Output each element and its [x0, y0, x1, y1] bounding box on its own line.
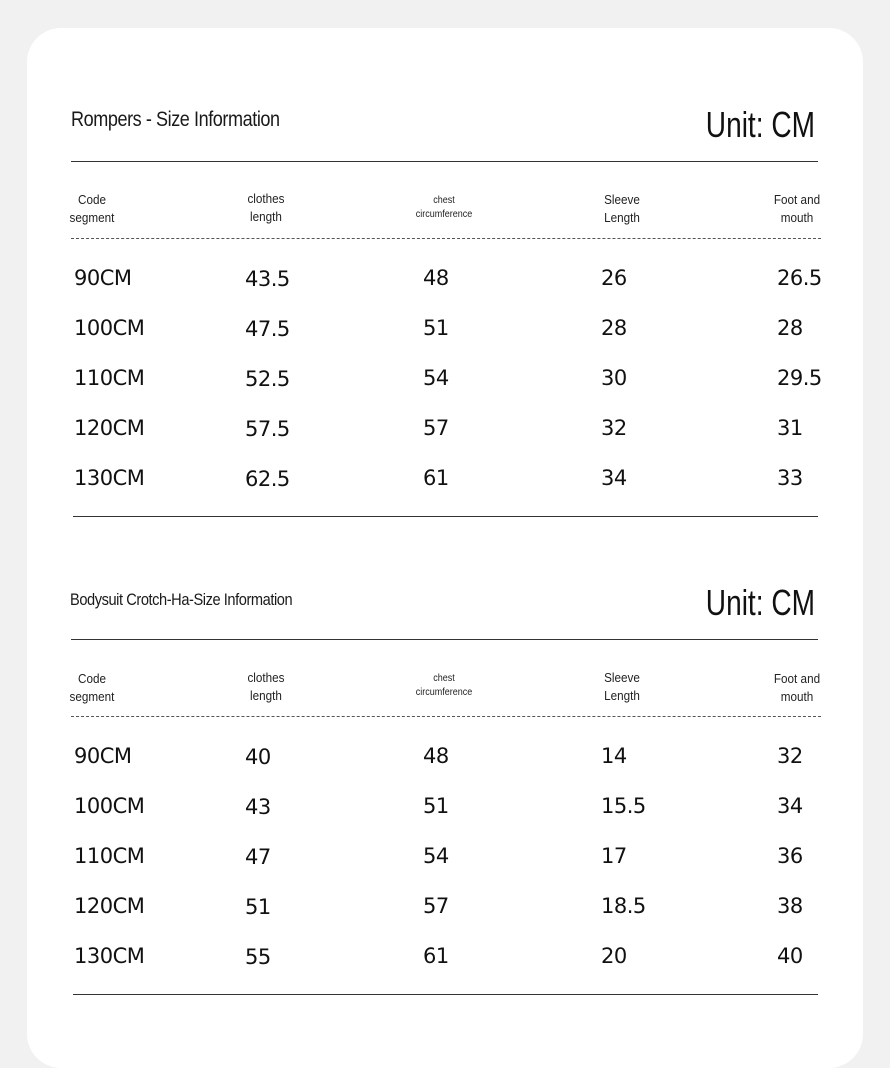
chest-cell: 54: [423, 844, 449, 868]
foot-mouth-cell: 26.5: [777, 266, 822, 290]
size-cell: 90CM: [74, 266, 132, 290]
header-code-segment: Code segment: [69, 671, 115, 704]
sleeve-cell: 20: [601, 944, 627, 968]
size-cell: 130CM: [74, 466, 145, 490]
chest-cell: 48: [423, 744, 449, 768]
chest-cell: 54: [423, 366, 449, 390]
top-rule: [71, 161, 818, 162]
size-cell: 120CM: [74, 416, 145, 440]
foot-mouth-cell: 33: [777, 466, 803, 490]
unit-label: Unit: CM: [705, 104, 815, 145]
foot-mouth-cell: 32: [777, 744, 803, 768]
foot-mouth-cell: 29.5: [777, 366, 822, 390]
clothes-length-cell: 51: [245, 895, 271, 919]
clothes-length-cell: 52.5: [245, 367, 290, 391]
header-clothes-length: clothes length: [247, 670, 285, 703]
sleeve-cell: 30: [601, 366, 627, 390]
top-rule: [71, 639, 818, 640]
clothes-length-cell: 47.5: [245, 317, 290, 341]
unit-label: Unit: CM: [705, 582, 815, 623]
size-cell: 120CM: [74, 894, 145, 918]
clothes-length-cell: 43: [245, 795, 271, 819]
foot-mouth-cell: 36: [777, 844, 803, 868]
header-sleeve-length: Sleeve Length: [604, 192, 640, 225]
chest-cell: 48: [423, 266, 449, 290]
foot-mouth-cell: 28: [777, 316, 803, 340]
size-cell: 110CM: [74, 366, 145, 390]
bodysuit-size-section: [0, 478, 890, 969]
header-chest-circumference: chest circumference: [415, 195, 473, 220]
header-clothes-length: clothes length: [247, 191, 285, 224]
size-cell: 100CM: [74, 316, 145, 340]
size-cell: 110CM: [74, 844, 145, 868]
foot-mouth-cell: 38: [777, 894, 803, 918]
sleeve-cell: 26: [601, 266, 627, 290]
sleeve-cell: 14: [601, 744, 627, 768]
foot-mouth-cell: 40: [777, 944, 803, 968]
sleeve-cell: 17: [601, 844, 627, 868]
section-title: Bodysuit Crotch-Ha-Size Information: [70, 590, 293, 609]
clothes-length-cell: 43.5: [245, 267, 290, 291]
sleeve-cell: 28: [601, 316, 627, 340]
clothes-length-cell: 40: [245, 745, 271, 769]
sleeve-cell: 18.5: [601, 894, 646, 918]
size-cell: 130CM: [74, 944, 145, 968]
chest-cell: 57: [423, 416, 449, 440]
chest-cell: 51: [423, 794, 449, 818]
chest-cell: 57: [423, 894, 449, 918]
sleeve-cell: 34: [601, 466, 627, 490]
clothes-length-cell: 55: [245, 945, 271, 969]
foot-mouth-cell: 31: [777, 416, 803, 440]
foot-mouth-cell: 34: [777, 794, 803, 818]
sleeve-cell: 32: [601, 416, 627, 440]
header-code-segment: Code segment: [69, 192, 115, 225]
bottom-rule: [73, 994, 818, 995]
rompers-size-section: [0, 0, 890, 491]
header-foot-and-mouth: Foot and mouth: [773, 671, 821, 704]
section-title: Rompers - Size Information: [71, 108, 280, 131]
clothes-length-cell: 57.5: [245, 417, 290, 441]
header-chest-circumference: chest circumference: [415, 673, 473, 698]
chest-cell: 61: [423, 466, 449, 490]
chest-cell: 51: [423, 316, 449, 340]
header-divider: [71, 716, 821, 717]
chest-cell: 61: [423, 944, 449, 968]
clothes-length-cell: 47: [245, 845, 271, 869]
size-cell: 90CM: [74, 744, 132, 768]
sleeve-cell: 15.5: [601, 794, 646, 818]
size-cell: 100CM: [74, 794, 145, 818]
header-sleeve-length: Sleeve Length: [604, 670, 640, 703]
header-divider: [71, 238, 821, 239]
clothes-length-cell: 62.5: [245, 467, 290, 491]
header-foot-and-mouth: Foot and mouth: [773, 192, 821, 225]
